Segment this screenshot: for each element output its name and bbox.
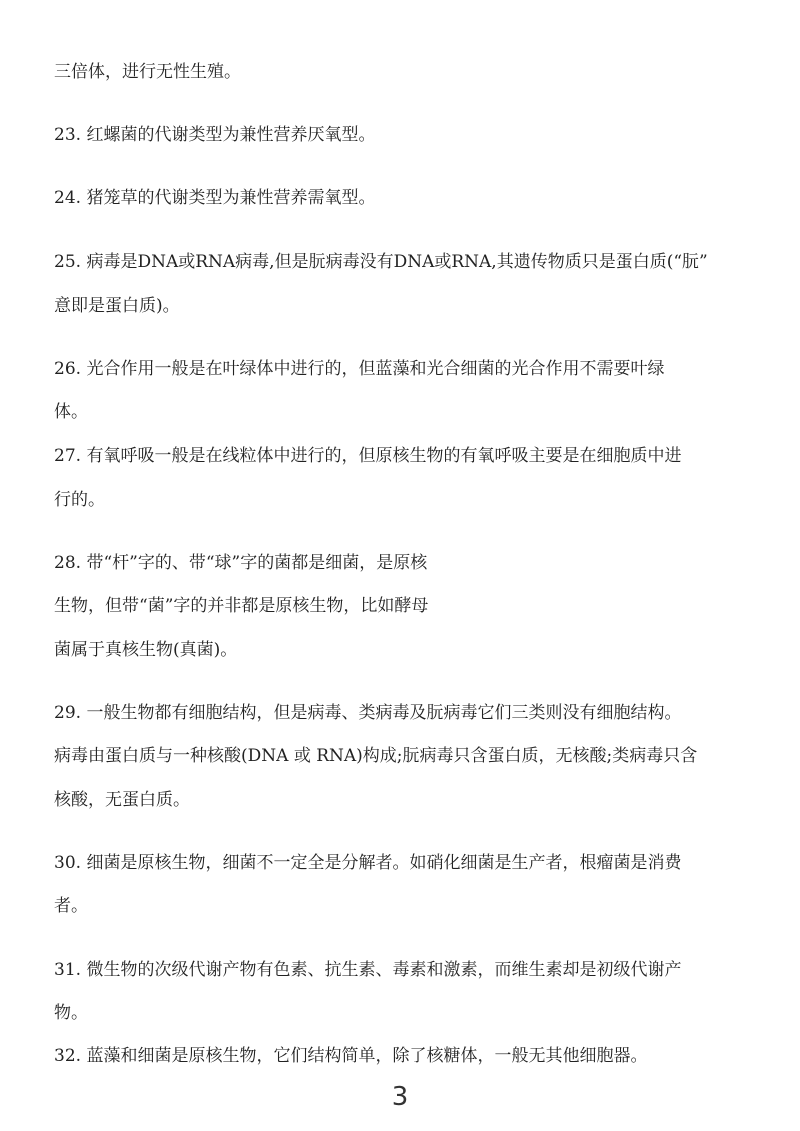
item-29: 29. 一般生物都有细胞结构，但是病毒、类病毒及朊病毒它们三类则没有细胞结构。 xyxy=(54,703,682,723)
item-26: 26. 光合作用一般是在叶绿体中进行的，但蓝藻和光合细菌的光合作用不需要叶绿 xyxy=(54,359,665,379)
item-25: 25. 病毒是DNA或RNA病毒,但是朊病毒没有DNA或RNA,其遗传物质只是蛋白质(“朊” xyxy=(54,252,708,272)
text-line: 生物，但带“菌”字的并非都是原核生物，比如酵母 xyxy=(54,596,429,616)
item-24: 24. 猪笼草的代谢类型为兼性营养需氧型。 xyxy=(54,188,376,208)
text-line: 意即是蛋白质)。 xyxy=(54,296,180,316)
text-line: 三倍体，进行无性生殖。 xyxy=(54,62,241,82)
item-31: 31. 微生物的次级代谢产物有色素、抗生素、毒素和激素，而维生素却是初级代谢产 xyxy=(54,960,682,980)
text-line: 物。 xyxy=(54,1003,88,1023)
page-number: 3 xyxy=(391,1082,409,1112)
item-27: 27. 有氧呼吸一般是在线粒体中进行的，但原核生物的有氧呼吸主要是在细胞质中进 xyxy=(54,446,682,466)
text-line: 行的。 xyxy=(54,490,105,510)
item-28: 28. 带“杆”字的、带“球”字的菌都是细菌，是原核 xyxy=(54,553,428,573)
text-line: 者。 xyxy=(54,896,88,916)
text-line: 菌属于真核生物(真菌)。 xyxy=(54,640,238,660)
item-30: 30. 细菌是原核生物，细菌不一定全是分解者。如硝化细菌是生产者，根瘤菌是消费 xyxy=(54,853,682,873)
text-line: 体。 xyxy=(54,402,88,422)
text-line: 核酸，无蛋白质。 xyxy=(54,790,190,810)
text-line: 病毒由蛋白质与一种核酸(DNA 或 RNA)构成;朊病毒只含蛋白质，无核酸;类病毒只含 xyxy=(54,746,698,766)
item-32: 32. 蓝藻和细菌是原核生物，它们结构简单，除了核糖体，一般无其他细胞器。 xyxy=(54,1046,648,1066)
item-23: 23. 红螺菌的代谢类型为兼性营养厌氧型。 xyxy=(54,125,376,145)
